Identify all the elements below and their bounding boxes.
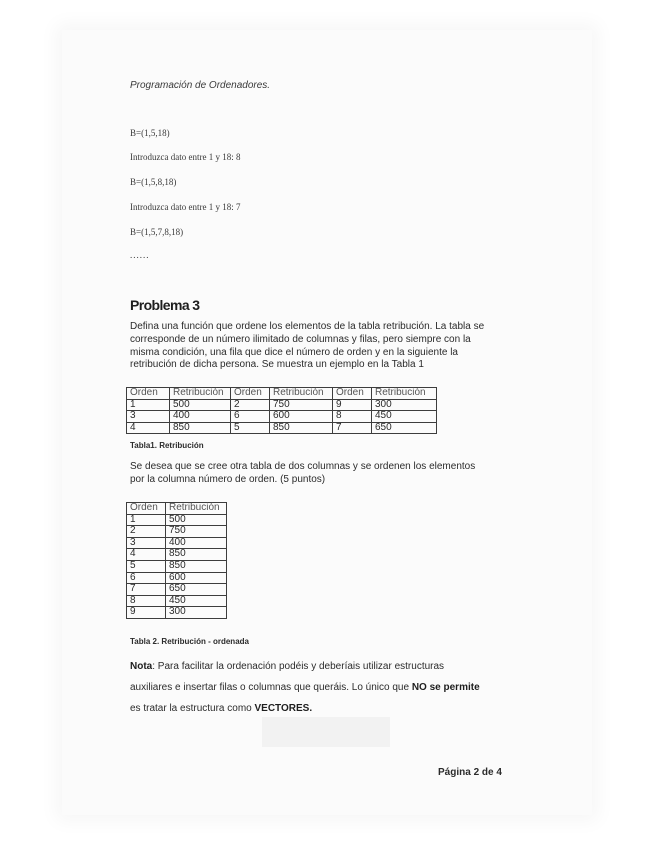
intro-line: Defina una función que ordene los elementos de la tabla retribución. La tabla se bbox=[130, 321, 485, 332]
table-header-row bbox=[127, 388, 437, 400]
column-header: Retribución bbox=[170, 388, 231, 400]
table-cell: 7 bbox=[127, 584, 166, 596]
table-cell: 500 bbox=[166, 514, 227, 526]
table-cell: 5 bbox=[127, 560, 166, 572]
table-cell: 400 bbox=[170, 411, 231, 423]
table-cell: 9 bbox=[333, 399, 372, 411]
table-cell: 650 bbox=[372, 422, 437, 434]
table-cell: 3 bbox=[127, 537, 166, 549]
table-cell: 750 bbox=[166, 526, 227, 538]
table-retribucion bbox=[126, 387, 437, 434]
table-cell: 450 bbox=[166, 595, 227, 607]
table-cell: 3 bbox=[127, 411, 170, 423]
intro-line: retribución de dicha persona. Se muestra un ejemplo en la Tabla 1 bbox=[130, 359, 424, 371]
table2-caption: Tabla 2. Retribución - ordenada bbox=[130, 637, 249, 646]
table-row bbox=[127, 399, 437, 411]
table-header-row bbox=[127, 503, 227, 515]
table-cell: 6 bbox=[127, 572, 166, 584]
table-cell: 2 bbox=[127, 526, 166, 538]
note-paragraph bbox=[130, 656, 516, 719]
column-header: Retribución bbox=[372, 388, 437, 400]
scan-smudge bbox=[262, 717, 390, 747]
page-number: Página 2 de 4 bbox=[438, 767, 502, 778]
example-ellipsis: ...... bbox=[130, 250, 150, 260]
problem-task bbox=[130, 461, 512, 487]
note-line bbox=[130, 656, 516, 677]
note-line bbox=[130, 698, 516, 719]
table-row bbox=[127, 607, 227, 619]
column-header: Orden bbox=[127, 503, 166, 515]
note-text: es tratar la estructura como bbox=[130, 703, 255, 714]
table-cell: 5 bbox=[231, 422, 270, 434]
task-line: por la columna número de orden. (5 puntos) bbox=[130, 473, 326, 485]
table-retribucion-ordenada bbox=[126, 502, 227, 619]
column-header: Orden bbox=[231, 388, 270, 400]
table-cell: 4 bbox=[127, 422, 170, 434]
table-cell: 650 bbox=[166, 584, 227, 596]
example-line: Introduzca dato entre 1 y 18: 7 bbox=[130, 202, 241, 212]
example-line: B=(1,5,8,18) bbox=[130, 177, 177, 187]
table-row bbox=[127, 584, 227, 596]
table-cell: 6 bbox=[231, 411, 270, 423]
table-row bbox=[127, 422, 437, 434]
intro-line: corresponde de un número ilimitado de columnas y filas, pero siempre con la bbox=[130, 333, 471, 345]
table-cell: 300 bbox=[166, 607, 227, 619]
table-cell: 600 bbox=[270, 411, 333, 423]
intro-line: misma condición, una fila que dice el número de orden y en la siguiente la bbox=[130, 346, 458, 358]
table-row bbox=[127, 560, 227, 572]
table-cell: 8 bbox=[333, 411, 372, 423]
table-cell: 850 bbox=[166, 560, 227, 572]
note-text: auxiliares e insertar filas o columnas que queráis. Lo único que bbox=[130, 682, 412, 693]
task-line: Se desea que se cree otra tabla de dos columnas y se ordenen los elementos bbox=[130, 461, 476, 472]
table-row bbox=[127, 595, 227, 607]
table-cell: 1 bbox=[127, 399, 170, 411]
table-row bbox=[127, 572, 227, 584]
column-header: Orden bbox=[333, 388, 372, 400]
note-label: Nota bbox=[130, 661, 153, 672]
table-cell: 850 bbox=[270, 422, 333, 434]
table-row bbox=[127, 549, 227, 561]
note-line bbox=[130, 677, 516, 698]
table-cell: 8 bbox=[127, 595, 166, 607]
document-header: Programación de Ordenadores. bbox=[130, 80, 271, 91]
table-cell: 600 bbox=[166, 572, 227, 584]
column-header: Retribución bbox=[270, 388, 333, 400]
table-row bbox=[127, 514, 227, 526]
table-cell: 450 bbox=[372, 411, 437, 423]
table-cell: 9 bbox=[127, 607, 166, 619]
table1-caption: Tabla1. Retribución bbox=[130, 441, 204, 450]
note-emphasis: NO se permite bbox=[411, 682, 480, 693]
example-line: B=(1,5,18) bbox=[130, 128, 170, 138]
example-line: Introduzca dato entre 1 y 18: 8 bbox=[130, 152, 241, 162]
column-header: Retribución bbox=[166, 503, 227, 515]
table-row bbox=[127, 537, 227, 549]
table-cell: 1 bbox=[127, 514, 166, 526]
table-cell: 2 bbox=[231, 399, 270, 411]
table-cell: 850 bbox=[170, 422, 231, 434]
table-row bbox=[127, 526, 227, 538]
table-cell: 850 bbox=[166, 549, 227, 561]
problem-title: Problema 3 bbox=[130, 297, 200, 313]
table-cell: 750 bbox=[270, 399, 333, 411]
column-header: Orden bbox=[127, 388, 170, 400]
problem-intro bbox=[130, 321, 512, 372]
note-text: : Para facilitar la ordenación podéis y deberíais utilizar estructuras bbox=[152, 661, 445, 672]
table-cell: 500 bbox=[170, 399, 231, 411]
note-emphasis: VECTORES. bbox=[254, 703, 313, 714]
table-cell: 4 bbox=[127, 549, 166, 561]
table-cell: 300 bbox=[372, 399, 437, 411]
table-row bbox=[127, 411, 437, 423]
table-cell: 400 bbox=[166, 537, 227, 549]
example-line: B=(1,5,7,8,18) bbox=[130, 227, 184, 237]
table-cell: 7 bbox=[333, 422, 372, 434]
